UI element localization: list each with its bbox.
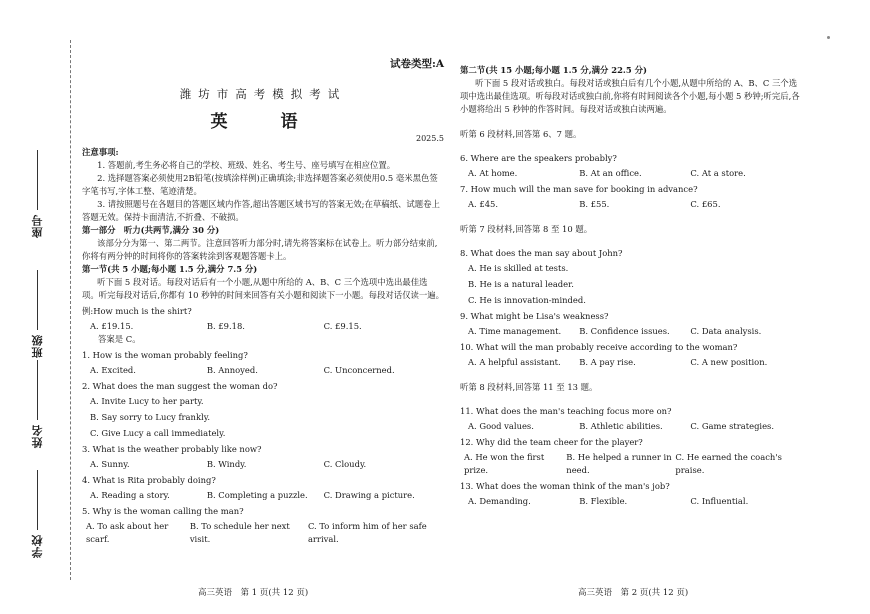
question: 4. What is Rita probably doing? (82, 475, 216, 486)
option: A. To ask about her scarf. (86, 521, 169, 545)
options-row (468, 167, 805, 180)
option: B. Windy. (206, 459, 247, 470)
option: C. Game strategies. (690, 421, 775, 432)
option: C. Influential. (690, 496, 749, 507)
class-field (30, 270, 46, 358)
group-heading: 听第 8 段材料,回答第 11 至 13 题。 (460, 382, 598, 393)
example-answer: 答案是 C。 (98, 334, 141, 345)
option: C. A new position. (690, 357, 768, 368)
question: 7. How much will the man save for booking in advance? (460, 184, 698, 195)
question: 6. Where are the speakers probably? (460, 153, 617, 164)
option: C. At a store. (690, 168, 746, 179)
part1-intro: 该部分分为第一、第二两节。注意回答听力部分时,请先将答案标在试卷上。听力部分结束前,你将有两分钟的时间将你的答案转涂到客观题答题卡上。 (82, 237, 438, 261)
question: 8. What does the man say about John? (460, 248, 623, 259)
option: C. £9.15. (323, 321, 362, 332)
option: C. Cloudy. (323, 459, 367, 470)
question: 3. What is the weather probably like now? (82, 444, 262, 455)
page-footer-left: 高三英语 第 1 页(共 12 页) (198, 588, 309, 598)
options-row (468, 198, 805, 211)
notice-heading: 注意事项: (82, 146, 119, 157)
options-stack (90, 395, 444, 440)
option: A. Demanding. (468, 496, 531, 507)
question: 10. What will the man probably receive according to the woman? (460, 342, 738, 353)
option: B. Confidence issues. (579, 326, 670, 337)
notice-item: 2. 选择题答案必须使用2B铅笔(按填涂样例)正确填涂;非选择题答案必须使用0.5 毫米黑色签字笔书写,字体工整、笔迹清楚。 (82, 172, 438, 196)
option: A. Reading a story. (90, 490, 170, 501)
options-row (90, 364, 444, 377)
school-label: 学校 (31, 534, 44, 558)
binding-line (70, 40, 71, 580)
section2-heading: 第二节(共 15 小题;每小题 1.5 分,满分 22.5 分) (460, 65, 647, 75)
option: A. £45. (468, 199, 499, 210)
option: A. Excited. (90, 365, 136, 376)
section1-intro: 听下面 5 段对话。每段对话后有一个小题,从题中所给的 A、B、C 三个选项中选出最佳选项。听完每段对话后,你都有 10 秒钟的时间来回答有关小题和阅读下一小题。每段对话仅读一遍。 (82, 276, 445, 300)
options-row (86, 520, 444, 546)
option: A. He won the first prize. (464, 452, 545, 476)
options-row (90, 489, 444, 502)
options-row (468, 325, 805, 338)
option: C. £65. (690, 199, 721, 210)
option: B. He helped a runner in need. (566, 452, 672, 476)
notice-item: 3. 请按照题号在各题目的答题区域内作答,超出答题区域书写的答案无效;在草稿纸、试题卷上答题无效。保持卡面清洁,不折叠、不破损。 (82, 198, 440, 222)
notice-item: 1. 答题前,考生务必将自己的学校、班级、姓名、考生号、座号填写在相应位置。 (97, 159, 396, 170)
option: A. Time management. (468, 326, 562, 337)
option: B. He is a natural leader. (468, 279, 574, 290)
option: B. A pay rise. (579, 357, 636, 368)
name-field (30, 360, 46, 448)
option: A. He is skilled at tests. (468, 263, 569, 274)
option: A. At home. (468, 168, 518, 179)
option: B. Flexible. (579, 496, 628, 507)
exam-date: 2025.5 (416, 134, 444, 144)
question: 12. Why did the team cheer for the player? (460, 437, 643, 448)
option: C. Unconcerned. (323, 365, 395, 376)
example-options (90, 320, 444, 333)
option: B. Annoyed. (206, 365, 258, 376)
class-label: 班级 (31, 334, 44, 358)
seat-label: 座号 (31, 214, 44, 238)
options-stack (468, 262, 805, 307)
option: A. A helpful assistant. (468, 357, 561, 368)
options-row (90, 458, 444, 471)
options-row (468, 356, 805, 369)
question: 11. What does the man's teaching focus more on? (460, 406, 672, 417)
name-label: 姓名 (31, 424, 44, 448)
left-page (82, 56, 444, 546)
question: 5. Why is the woman calling the man? (82, 506, 244, 517)
option: B. £55. (579, 199, 610, 210)
group-heading: 听第 6 段材料,回答第 6、7 题。 (460, 129, 582, 140)
option: C. He earned the coach's praise. (675, 452, 782, 476)
seat-field (30, 150, 46, 238)
question: 13. What does the woman think of the man's job? (460, 481, 670, 492)
scan-mark (827, 36, 830, 39)
question: 2. What does the man suggest the woman do? (82, 381, 278, 392)
school-field (30, 470, 46, 558)
option: C. Give Lucy a call immediately. (90, 428, 226, 439)
options-row (468, 495, 805, 508)
paper-type: 试卷类型:A (389, 58, 444, 70)
options-row (464, 451, 805, 477)
right-page (460, 64, 805, 508)
option: B. £9.18. (206, 321, 245, 332)
option: C. He is innovation-minded. (468, 295, 586, 306)
page-footer-right: 高三英语 第 2 页(共 12 页) (578, 588, 689, 598)
question: 1. How is the woman probably feeling? (82, 350, 248, 361)
option: A. Good values. (468, 421, 534, 432)
part1-heading: 第一部分 听力(共两节,满分 30 分) (82, 224, 220, 235)
section2-intro: 听下面 5 段对话或独白。每段对话或独白后有几个小题,从题中所给的 A、B、C 三个选项中选出最佳选项。听每段对话或独白前,你将有时间阅读各个小题,每小题 5 秒钟;听完后,各小题将给出 5 秒钟的作答时间。每段对话或独白读两遍。 (460, 78, 800, 115)
option: A. Invite Lucy to her party. (90, 396, 204, 407)
option: B. Athletic abilities. (579, 421, 663, 432)
group-heading: 听第 7 段材料,回答第 8 至 10 题。 (460, 224, 593, 235)
option: B. Completing a puzzle. (206, 490, 308, 501)
option: A. Sunny. (90, 459, 130, 470)
exam-title: 潍坊市高考模拟考试 (179, 87, 347, 102)
question: 9. What might be Lisa's weakness? (460, 311, 609, 322)
option: A. £19.15. (90, 321, 134, 332)
options-row (468, 420, 805, 433)
option: C. Data analysis. (690, 326, 762, 337)
subject-title: 英 语 (210, 112, 316, 133)
example-question: 例:How much is the shirt? (82, 306, 192, 316)
section1-heading: 第一节(共 5 小题;每小题 1.5 分,满分 7.5 分) (82, 263, 258, 274)
option: B. Say sorry to Lucy frankly. (90, 412, 210, 423)
option: C. Drawing a picture. (323, 490, 415, 501)
option: B. To schedule her next visit. (189, 521, 290, 545)
option: B. At an office. (579, 168, 642, 179)
option: C. To inform him of her safe arrival. (307, 521, 427, 545)
